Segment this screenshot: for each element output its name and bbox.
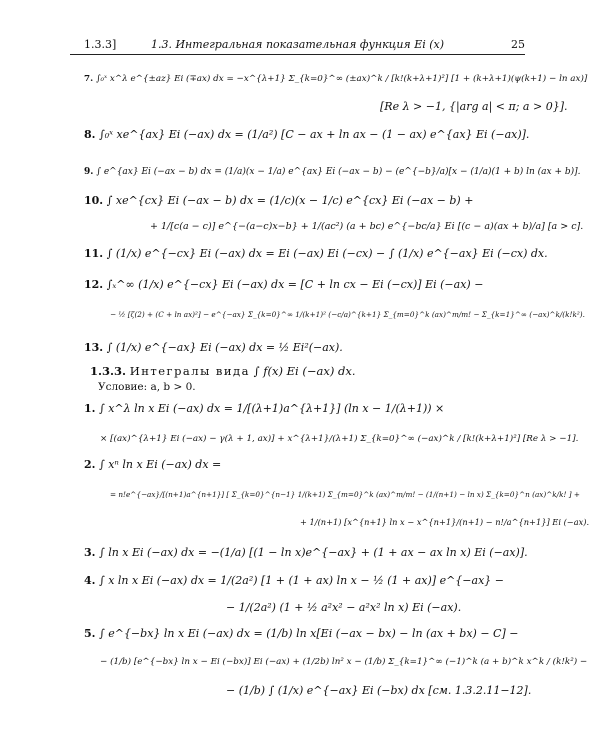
formula-2-4: 4. ∫ x ln x Ei (−ax) dx = 1/(2a²) [1 + (1 + ax) ln x − ½ (1 + ax)] e^{−ax} − bbox=[84, 574, 504, 587]
formula-7-line-1: ∫₀ˣ x^λ e^{±az} Ei (∓ax) dx = −x^{λ+1} Σ_{k=0}^∞ (±ax)^k / [k!(k+λ+1)²] [1 + (k+λ+1)(ψ(k+1) − ln ax)] bbox=[95, 74, 588, 84]
formula-2-2-line-2: = n!e^{−ax}/[(n+1)a^{n+1}] [ Σ_{k=0}^{n−1} 1/(k+1) Σ_{m=0}^k (ax)^m/m! − (1/(n+1) − ln x) Σ_{k=0}^n (ax)^k/k! ] + bbox=[110, 490, 580, 499]
formula-10-line-1: ∫ xe^{cx} Ei (−ax − b) dx = (1/c)(x − 1/c) e^{cx} Ei (−ax − b) + bbox=[106, 194, 474, 207]
formula-2-4-line-1: ∫ x ln x Ei (−ax) dx = 1/(2a²) [1 + (1 + ax) ln x − ½ (1 + ax)] e^{−ax} − bbox=[98, 574, 504, 587]
formula-8-line-1: ∫₀ˣ xe^{ax} Ei (−ax) dx = (1/a²) [C − ax + ln ax − (1 − ax) e^{ax} Ei (−ax)]. bbox=[98, 128, 530, 141]
formula-10: 10. ∫ xe^{cx} Ei (−ax − b) dx = (1/c)(x − 1/c) e^{cx} Ei (−ax − b) + bbox=[84, 194, 474, 207]
formula-13-line-1: ∫ (1/x) e^{−ax} Ei (−ax) dx = ½ Ei²(−ax). bbox=[106, 341, 343, 354]
formula-8: 8. ∫₀ˣ xe^{ax} Ei (−ax) dx = (1/a²) [C − ax + ln ax − (1 − ax) e^{ax} Ei (−ax)]. bbox=[84, 128, 530, 141]
section-reference: 1.3.3] bbox=[84, 38, 117, 51]
formula-12-line-1: ∫ₓ^∞ (1/x) e^{−cx} Ei (−ax) dx = [C + ln cx − Ei (−cx)] Ei (−ax) − bbox=[106, 278, 484, 291]
formula-13: 13. ∫ (1/x) e^{−ax} Ei (−ax) dx = ½ Ei²(−ax). bbox=[84, 341, 343, 354]
formula-2-2-line-3: + 1/(n+1) [x^{n+1} ln x − x^{n+1}/(n+1) − n!/a^{n+1}] Ei (−ax). bbox=[300, 517, 590, 527]
formula-2-5-line-1: ∫ e^{−bx} ln x Ei (−ax) dx = (1/b) ln x[Ei (−ax − bx) − ln (ax + bx) − C] − bbox=[98, 627, 519, 640]
formula-12: 12. ∫ₓ^∞ (1/x) e^{−cx} Ei (−ax) dx = [C + ln cx − Ei (−cx)] Ei (−ax) − bbox=[84, 278, 484, 291]
formula-7: 7. ∫₀ˣ x^λ e^{±az} Ei (∓ax) dx = −x^{λ+1} Σ_{k=0}^∞ (±ax)^k / [k!(k+λ+1)²] [1 + (k+λ+1)(ψ(k+1) − ln ax)] bbox=[84, 74, 588, 84]
running-title: 1.3. Интегральная показательная функция Ei (x) bbox=[150, 38, 445, 51]
formula-7-condition: [Re λ > −1, {|arg a| < π; a > 0}]. bbox=[380, 100, 568, 113]
formula-2-5-line-2: − (1/b) [e^{−bx} ln x − Ei (−bx)] Ei (−ax) + (1/2b) ln² x − (1/b) Σ_{k=1}^∞ (−1)^k (a + b)^k x^k / (k!k²) − bbox=[100, 657, 588, 667]
formula-2-1: 1. ∫ x^λ ln x Ei (−ax) dx = 1/[(λ+1)a^{λ+1}] (ln x − 1/(λ+1)) × bbox=[84, 402, 445, 415]
formula-2-1-line-2: × [(ax)^{λ+1} Ei (−ax) − γ(λ + 1, ax)] + x^{λ+1}/(λ+1) Σ_{k=0}^∞ (−ax)^k / [k!(k+λ+1)²] [Re λ > −1]. bbox=[100, 434, 579, 444]
formula-2-4-line-2: − 1/(2a²) (1 + ½ a²x² − a²x² ln x) Ei (−ax). bbox=[226, 601, 462, 614]
formula-10-line-2: + 1/[c(a − c)] e^{−(a−c)x−b} + 1/(ac²) (a + bc) e^{−bc/a} Ei [(c − a)(ax + b)/a] [a > c]. bbox=[150, 221, 584, 232]
page-number: 25 bbox=[511, 38, 525, 51]
formula-9: 9. ∫ e^{ax} Ei (−ax − b) dx = (1/a)(x − 1/a) e^{ax} Ei (−ax − b) − (e^{−b}/a)[x − (1/a)(1 + b) ln (ax + b)]. bbox=[84, 167, 581, 177]
formula-11: 11. ∫ (1/x) e^{−cx} Ei (−ax) dx = Ei (−ax) Ei (−cx) − ∫ (1/x) e^{−ax} Ei (−cx) dx. bbox=[84, 247, 548, 260]
formula-2-1-line-1: ∫ x^λ ln x Ei (−ax) dx = 1/[(λ+1)a^{λ+1}] (ln x − 1/(λ+1)) × bbox=[98, 402, 445, 415]
formula-2-2-line-1: ∫ xⁿ ln x Ei (−ax) dx = bbox=[98, 458, 222, 471]
running-header bbox=[70, 38, 525, 55]
formula-2-5: 5. ∫ e^{−bx} ln x Ei (−ax) dx = (1/b) ln x[Ei (−ax − bx) − ln (ax + bx) − C] − bbox=[84, 627, 519, 640]
formula-11-line-1: ∫ (1/x) e^{−cx} Ei (−ax) dx = Ei (−ax) Ei (−cx) − ∫ (1/x) e^{−ax} Ei (−cx) dx. bbox=[106, 247, 548, 260]
section-title-formula: ∫ f(x) Ei (−ax) dx. bbox=[253, 364, 356, 378]
formula-9-line-1: ∫ e^{ax} Ei (−ax − b) dx = (1/a)(x − 1/a) e^{ax} Ei (−ax − b) − (e^{−b}/a)[x − (1/a)(1 + b) ln (ax + b)]. bbox=[96, 167, 581, 177]
section-condition: Условие: a, b > 0. bbox=[98, 381, 196, 393]
formula-2-2: 2. ∫ xⁿ ln x Ei (−ax) dx = bbox=[84, 458, 222, 471]
formula-12-line-2: − ½ [ζ(2) + (C + ln ax)²] − e^{−ax} Σ_{k=0}^∞ 1/(k+1)² (−c/a)^{k+1} Σ_{m=0}^k (ax)^m/m! − Σ_{k=1}^∞ (−ax)^k/(k!k²). bbox=[110, 310, 585, 319]
formula-2-3: 3. ∫ ln x Ei (−ax) dx = −(1/a) [(1 − ln x)e^{−ax} + (1 + ax − ax ln x) Ei (−ax)]. bbox=[84, 546, 528, 559]
section-number: 1.3.3. bbox=[90, 364, 127, 378]
section-title: Интегралы вида bbox=[129, 364, 250, 378]
formula-2-3-line-1: ∫ ln x Ei (−ax) dx = −(1/a) [(1 − ln x)e^{−ax} + (1 + ax − ax ln x) Ei (−ax)]. bbox=[98, 546, 528, 559]
section-heading bbox=[90, 364, 356, 378]
formula-2-5-line-3: − (1/b) ∫ (1/x) e^{−ax} Ei (−bx) dx [см. 1.3.2.11−12]. bbox=[226, 684, 532, 697]
